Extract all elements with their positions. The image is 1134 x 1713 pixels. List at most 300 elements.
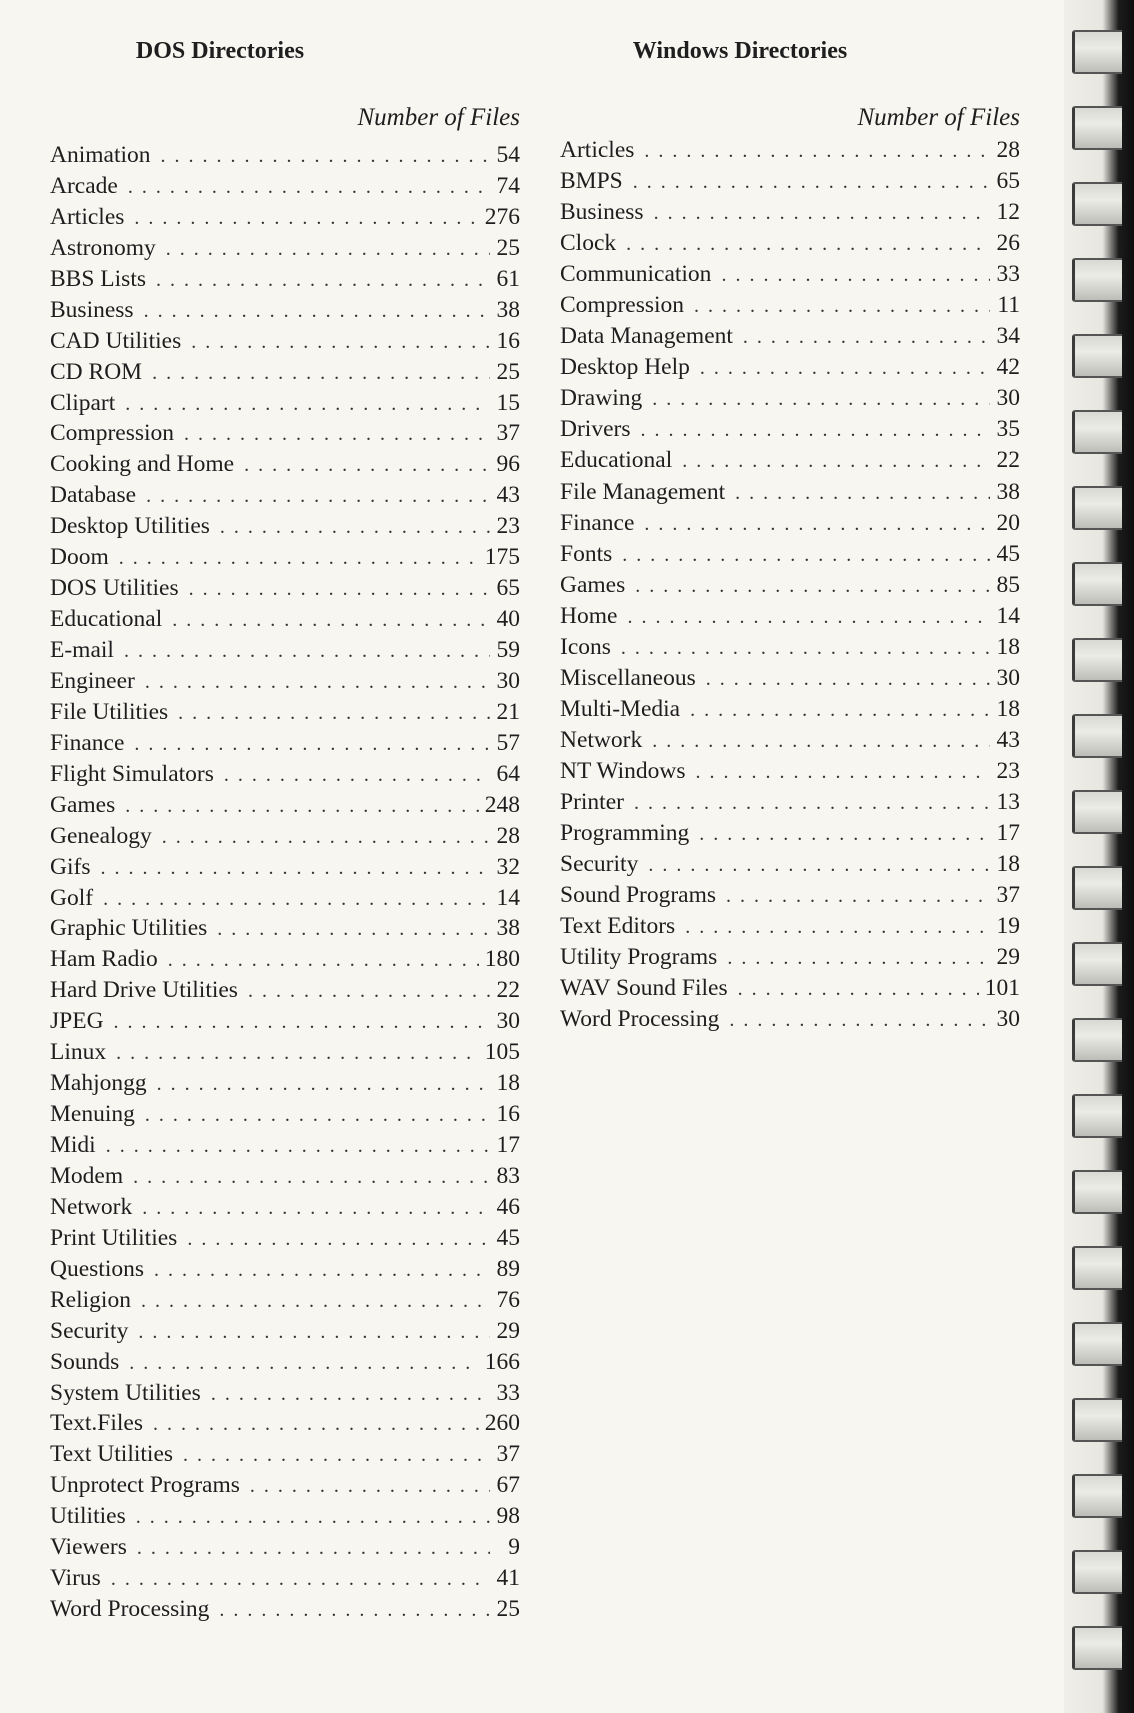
directory-name: Educational [560,447,673,474]
directory-name: Linux [50,1039,107,1066]
file-count: 38 [996,478,1020,505]
dot-leader [696,757,991,788]
dot-leader [706,664,990,695]
file-count: 175 [484,544,520,571]
directory-row [560,570,1020,601]
directory-row [50,1068,520,1099]
dot-leader [124,636,490,667]
file-count: 61 [496,265,520,292]
dot-leader [133,1162,490,1193]
file-count: 16 [496,327,520,354]
dot-leader [114,1007,490,1038]
dot-leader [685,912,990,943]
binding-coil [1072,1626,1122,1670]
file-count: 85 [996,571,1020,598]
directory-row [50,1347,520,1378]
directory-row [50,697,520,728]
dot-leader [654,198,990,229]
directory-name: Multi-Media [560,695,681,722]
directory-name: Word Processing [50,1596,210,1623]
binding-coil [1072,334,1122,378]
binding-coil [1072,30,1122,74]
dot-leader [644,509,990,540]
dot-leader [103,884,490,915]
file-count: 166 [484,1348,520,1375]
dot-leader [191,327,490,358]
directory-row [50,1254,520,1285]
dot-leader [145,1100,490,1131]
directory-row [560,383,1020,414]
directory-row [560,756,1020,787]
directory-name: Virus [50,1565,101,1592]
directory-name: Cooking and Home [50,451,235,478]
dot-leader [735,478,990,509]
directory-row [560,601,1020,632]
directory-row [50,1223,520,1254]
directory-row [50,140,520,171]
file-count: 28 [996,137,1020,163]
file-count: 18 [996,633,1020,660]
dos-heading: DOS Directories [135,38,305,64]
binding-coil [1072,1550,1122,1594]
file-count: 25 [496,1596,520,1623]
file-count: 25 [496,234,520,261]
file-count: 260 [484,1410,520,1437]
directory-name: NT Windows [560,757,686,784]
directory-name: Security [50,1317,129,1344]
file-count: 20 [996,509,1020,536]
directory-row [560,352,1020,383]
binding-coil [1072,638,1122,682]
file-count: 105 [484,1039,520,1066]
dot-leader [145,667,490,698]
directory-name: Unprotect Programs [50,1472,240,1499]
directory-name: WAV Sound Files [560,975,728,1002]
dot-leader [153,1409,479,1440]
directory-name: Viewers [50,1534,127,1561]
binding-coil [1072,182,1122,226]
directory-name: Word Processing [560,1006,720,1033]
dot-leader [136,1502,490,1533]
binding-coil [1072,790,1122,834]
file-count: 16 [496,1101,520,1128]
file-count: 37 [496,1441,520,1468]
dot-leader [154,1255,490,1286]
directory-name: Communication [560,261,712,288]
directory-name: Print Utilities [50,1224,178,1251]
file-count: 22 [996,447,1020,474]
directory-name: Articles [50,203,125,230]
dot-leader [217,914,490,945]
directory-row [50,1563,520,1594]
binding-coil [1072,866,1122,910]
directory-name: Midi [50,1132,96,1158]
directory-name: Gifs [50,853,91,880]
dot-leader [652,726,990,757]
dot-leader [621,633,990,664]
dot-leader [134,203,478,234]
windows-directory-list [560,135,1020,1035]
directory-name: Ham Radio [50,946,158,973]
dos-column-label: Number of Files [357,104,520,131]
file-count: 14 [996,602,1020,629]
dot-leader [622,540,990,571]
directory-name: Desktop Utilities [50,513,210,540]
dot-leader [100,853,490,884]
directory-row [560,197,1020,228]
directory-name: File Utilities [50,698,169,725]
dot-leader [224,760,490,791]
binding-coil [1072,942,1122,986]
binding-coil [1072,486,1122,530]
dot-leader [244,450,490,481]
directory-name: Questions [50,1255,144,1282]
directory-row [50,1316,520,1347]
dot-leader [111,1564,490,1595]
directory-name: Home [560,602,618,629]
dot-leader [178,698,490,729]
file-count: 43 [996,726,1020,753]
directory-name: Modem [50,1162,124,1189]
dot-leader [142,1193,490,1224]
directory-row [560,787,1020,818]
dos-directory-list [50,140,520,1625]
file-count: 17 [996,820,1020,847]
file-count: 45 [496,1224,520,1251]
directory-name: Sounds [50,1348,120,1375]
file-count: 98 [496,1503,520,1530]
directory-row [50,1130,520,1161]
file-count: 34 [996,323,1020,350]
file-count: 38 [496,296,520,323]
directory-row [560,632,1020,663]
directory-row [50,666,520,697]
dot-leader [694,291,990,322]
dot-leader [250,1471,490,1502]
directory-row [50,1439,520,1470]
file-count: 32 [496,853,520,880]
dot-leader [248,976,490,1007]
directory-name: Printer [560,788,624,815]
file-count: 54 [496,142,520,168]
binding-coil [1072,562,1122,606]
directory-name: BBS Lists [50,265,146,292]
directory-name: Drivers [560,416,631,443]
directory-row [560,942,1020,973]
file-count: 33 [996,261,1020,288]
directory-row [50,1501,520,1532]
dot-leader [128,172,490,203]
directory-row [50,511,520,542]
directory-name: Genealogy [50,822,152,849]
directory-row [50,883,520,914]
file-count: 17 [496,1132,520,1158]
directory-row [50,1594,520,1625]
directory-name: DOS Utilities [50,575,179,602]
directory-row [50,852,520,883]
directory-row [50,357,520,388]
directory-name: Articles [560,137,635,163]
file-count: 101 [984,975,1020,1002]
directory-row [50,1532,520,1563]
dot-leader [729,1005,990,1036]
directory-row [560,973,1020,1004]
file-count: 14 [496,884,520,911]
file-count: 30 [496,667,520,694]
file-count: 18 [996,695,1020,722]
binding-coil [1072,1398,1122,1442]
file-count: 76 [496,1286,520,1313]
directory-name: Animation [50,142,151,168]
directory-row [560,445,1020,476]
directory-row [50,1378,520,1409]
file-count: 67 [496,1472,520,1499]
dot-leader [635,571,990,602]
directory-name: Doom [50,544,109,571]
directory-name: Astronomy [50,234,156,261]
file-count: 83 [496,1162,520,1189]
file-count: 29 [496,1317,520,1344]
directory-row [560,539,1020,570]
directory-row [560,694,1020,725]
directory-name: Finance [560,509,635,536]
directory-row [50,790,520,821]
file-count: 65 [996,168,1020,195]
dot-leader [699,819,990,850]
dot-leader [162,822,490,853]
directory-name: Fonts [560,540,613,567]
directory-row [50,480,520,511]
dot-leader [738,974,979,1005]
directory-row [50,604,520,635]
file-count: 41 [496,1565,520,1592]
file-count: 30 [496,1008,520,1035]
directory-name: Utility Programs [560,944,718,971]
dot-leader [690,695,990,726]
file-count: 64 [496,760,520,787]
dot-leader [166,234,490,265]
directory-row [50,1408,520,1439]
binding-coil [1072,1018,1122,1062]
directory-row [560,414,1020,445]
spiral-binding [1064,0,1134,1713]
dot-leader [116,1038,479,1069]
file-count: 29 [996,944,1020,971]
directory-row [50,573,520,604]
directory-row [50,821,520,852]
directory-name: Text Editors [560,913,676,940]
dot-leader [627,602,990,633]
dot-leader [172,605,490,636]
dot-leader [721,260,990,291]
file-count: 18 [496,1070,520,1097]
directory-name: Educational [50,606,163,633]
directory-row [50,326,520,357]
dot-leader [152,358,490,389]
directory-name: BMPS [560,168,623,195]
file-count: 89 [496,1255,520,1282]
dot-leader [648,850,990,881]
directory-name: Text Utilities [50,1441,174,1468]
dot-leader [146,481,490,512]
dot-leader [106,1131,490,1162]
directory-row [560,663,1020,694]
dot-leader [682,446,990,477]
directory-row [560,228,1020,259]
directory-name: JPEG [50,1008,104,1035]
dot-leader [161,141,490,172]
directory-name: Network [50,1193,133,1220]
directory-name: Text.Files [50,1410,144,1437]
dot-leader [141,1286,490,1317]
directory-row [50,1037,520,1068]
dot-leader [743,322,990,353]
directory-row [560,911,1020,942]
dot-leader [211,1379,490,1410]
directory-row [560,1004,1020,1035]
directory-name: Business [560,199,644,226]
file-count: 26 [996,230,1020,257]
directory-name: Arcade [50,172,118,199]
directory-row [50,1006,520,1037]
dot-leader [157,1069,490,1100]
directory-name: Business [50,296,134,323]
directory-row [560,321,1020,352]
directory-name: Desktop Help [560,354,690,381]
binding-coil [1072,1246,1122,1290]
directory-name: Icons [560,633,611,660]
directory-row [560,477,1020,508]
file-count: 46 [496,1193,520,1220]
directory-name: Sound Programs [560,882,717,909]
directory-name: File Management [560,478,726,505]
directory-name: Games [560,571,626,598]
directory-name: Hard Drive Utilities [50,977,238,1004]
file-count: 28 [496,822,520,849]
file-count: 11 [997,292,1020,319]
directory-name: Flight Simulators [50,760,214,787]
file-count: 38 [496,915,520,942]
file-count: 74 [496,172,520,199]
directory-row [560,880,1020,911]
directory-row [50,1099,520,1130]
file-count: 96 [496,451,520,478]
dot-leader [156,265,490,296]
directory-name: Golf [50,884,94,911]
dot-leader [634,788,990,819]
binding-coil [1072,1322,1122,1366]
file-count: 23 [496,513,520,540]
dot-leader [189,574,490,605]
directory-row [50,975,520,1006]
file-count: 40 [496,606,520,633]
dot-leader [119,543,479,574]
file-count: 59 [496,637,520,663]
file-count: 37 [996,882,1020,909]
directory-row [50,449,520,480]
directory-name: Clipart [50,389,116,416]
directory-row [50,388,520,419]
directory-row [560,849,1020,880]
directory-row [560,508,1020,539]
directory-name: Programming [560,820,690,847]
directory-row [50,728,520,759]
dot-leader [168,945,479,976]
directory-row [50,418,520,449]
directory-name: CD ROM [50,358,143,385]
dot-leader [184,419,490,450]
directory-row [560,290,1020,321]
directory-name: Games [50,791,116,818]
dot-leader [125,791,478,822]
directory-name: Engineer [50,667,135,694]
directory-row [50,542,520,573]
directory-name: Mahjongg [50,1070,147,1097]
directory-row [50,1161,520,1192]
file-count: 13 [996,788,1020,815]
dot-leader [652,384,990,415]
file-count: 25 [496,358,520,385]
directory-row [560,818,1020,849]
directory-row [50,233,520,264]
directory-name: CAD Utilities [50,327,182,354]
directory-name: Religion [50,1286,131,1313]
file-count: 12 [996,199,1020,226]
file-count: 65 [496,575,520,602]
directory-name: Security [560,851,639,878]
file-count: 276 [484,203,520,230]
binding-coil [1072,106,1122,150]
directory-name: Menuing [50,1101,135,1128]
directory-row [560,135,1020,166]
file-count: 248 [484,791,520,818]
directory-row [50,635,520,666]
binding-coil [1072,410,1122,454]
file-count: 57 [496,729,520,756]
directory-row [50,264,520,295]
directory-row [50,944,520,975]
directory-name: Miscellaneous [560,664,696,691]
directory-row [560,166,1020,197]
dot-leader [633,167,990,198]
directory-name: Finance [50,729,125,756]
dot-leader [129,1348,479,1379]
directory-name: Database [50,482,137,509]
directory-row [50,171,520,202]
dot-leader [626,229,990,260]
dot-leader [187,1224,490,1255]
directory-row [50,1470,520,1501]
binding-coil [1072,714,1122,758]
binding-coil [1072,1170,1122,1214]
directory-row [560,725,1020,756]
file-count: 37 [496,420,520,447]
directory-name: Compression [560,292,685,319]
file-count: 30 [996,1006,1020,1033]
dot-leader [727,943,990,974]
directory-row [50,1192,520,1223]
dot-leader [700,353,990,384]
directory-name: Graphic Utilities [50,915,208,942]
dot-leader [134,729,490,760]
file-count: 43 [496,482,520,509]
directory-row [50,202,520,233]
file-count: 30 [996,385,1020,412]
dot-leader [138,1317,490,1348]
directory-row [50,759,520,790]
dot-leader [644,136,990,167]
directory-name: System Utilities [50,1379,201,1406]
